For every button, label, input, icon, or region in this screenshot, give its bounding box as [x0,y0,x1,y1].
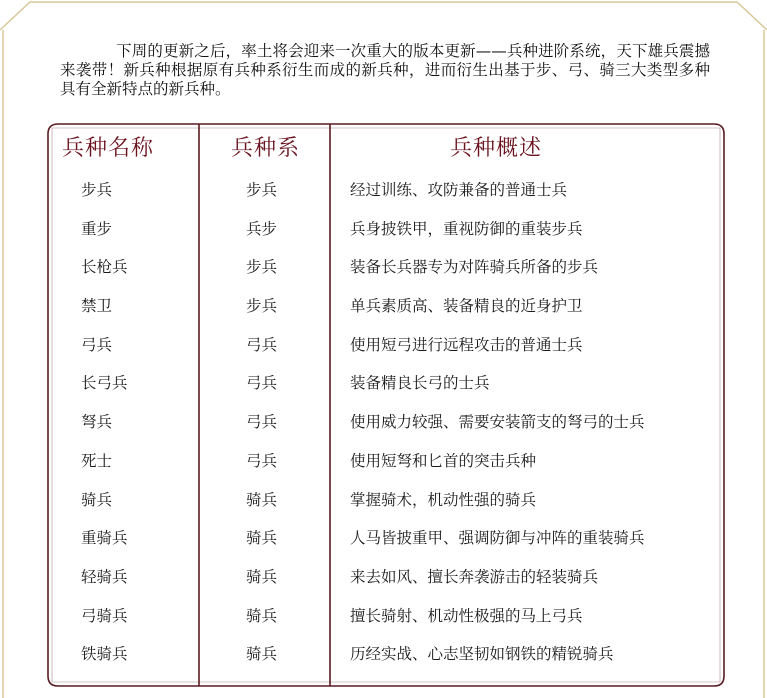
troop-name-cell: 长弓兵 [81,374,128,393]
troop-desc-cell: 装备精良长弓的士兵 [350,374,490,393]
troop-name-cell: 骑兵 [81,490,113,509]
table-row [48,325,724,364]
troop-table-body [48,170,724,673]
troop-desc-cell: 单兵素质高、装备精良的近身护卫 [350,297,583,316]
troop-desc-cell: 使用短弩和匕首的突击兵种 [350,451,537,470]
troop-name-cell: 步兵 [81,181,113,199]
troop-name-cell: 重骑兵 [81,529,128,548]
table-row [48,363,724,402]
troop-desc-cell: 擅长骑射、机动性极强的马上弓兵 [350,606,583,625]
header-troop-desc: 兵种概述 [450,136,543,161]
troop-series-cell: 步兵 [246,258,278,277]
troop-series-cell: 步兵 [246,181,278,199]
intro-text: 下周的更新之后，率土将会迎来一次重大的版本更新——兵种进阶系统，天下雄兵震撼来袭带！新兵种根据原有兵种系衍生而成的新兵种，进而衍生出基于步、弓、骑三大类型多种具有全新特点的新兵种。 [60,42,710,98]
troop-desc-cell: 使用短弓进行远程攻击的普通士兵 [350,335,583,354]
table-row [48,634,724,673]
table-row [48,518,724,557]
troop-series-cell: 骑兵 [246,567,278,586]
troop-series-cell: 弓兵 [246,335,278,354]
troop-series-cell: 弓兵 [246,451,278,470]
table-row [48,480,724,519]
troop-desc-cell: 装备长兵器专为对阵骑兵所备的步兵 [350,258,599,277]
table-row [48,557,724,596]
troop-desc-cell: 来去如风、擅长奔袭游击的轻装骑兵 [350,567,599,586]
troop-series-cell: 弓兵 [246,374,278,393]
troop-desc-cell: 兵身披铁甲，重视防御的重装步兵 [350,219,583,238]
troop-series-cell: 骑兵 [246,606,278,625]
troop-name-cell: 弓兵 [81,335,113,354]
troop-name-cell: 铁骑兵 [81,645,128,664]
troop-series-cell: 骑兵 [246,645,278,664]
troop-name-cell: 弩兵 [81,413,113,432]
troop-series-cell: 兵步 [246,219,278,238]
troop-series-cell: 弓兵 [246,413,278,432]
table-row [48,596,724,635]
troop-desc-cell: 掌握骑术，机动性强的骑兵 [350,490,537,509]
troop-name-cell: 死士 [81,451,113,470]
troop-name-cell: 长枪兵 [81,258,128,277]
table-row [48,286,724,325]
header-troop-name: 兵种名称 [62,136,155,161]
troop-desc-cell: 经过训练、攻防兼备的普通士兵 [350,181,568,199]
troop-name-cell: 禁卫 [81,297,113,316]
table-row [48,170,724,209]
table-row [48,441,724,480]
troop-series-cell: 骑兵 [246,490,278,509]
troop-series-cell: 步兵 [246,297,278,316]
troop-name-cell: 重步 [81,219,113,238]
table-row [48,247,724,286]
header-troop-series: 兵种系 [231,136,301,161]
troop-series-cell: 骑兵 [246,529,278,548]
troop-name-cell: 轻骑兵 [81,567,128,586]
troop-desc-cell: 人马皆披重甲、强调防御与冲阵的重装骑兵 [350,529,645,548]
troop-desc-cell: 历经实战、心志坚韧如钢铁的精锐骑兵 [350,645,614,664]
troop-name-cell: 弓骑兵 [81,606,128,625]
troop-desc-cell: 使用威力较强、需要安装箭支的弩弓的士兵 [350,413,645,432]
table-row [48,209,724,248]
table-row [48,402,724,441]
